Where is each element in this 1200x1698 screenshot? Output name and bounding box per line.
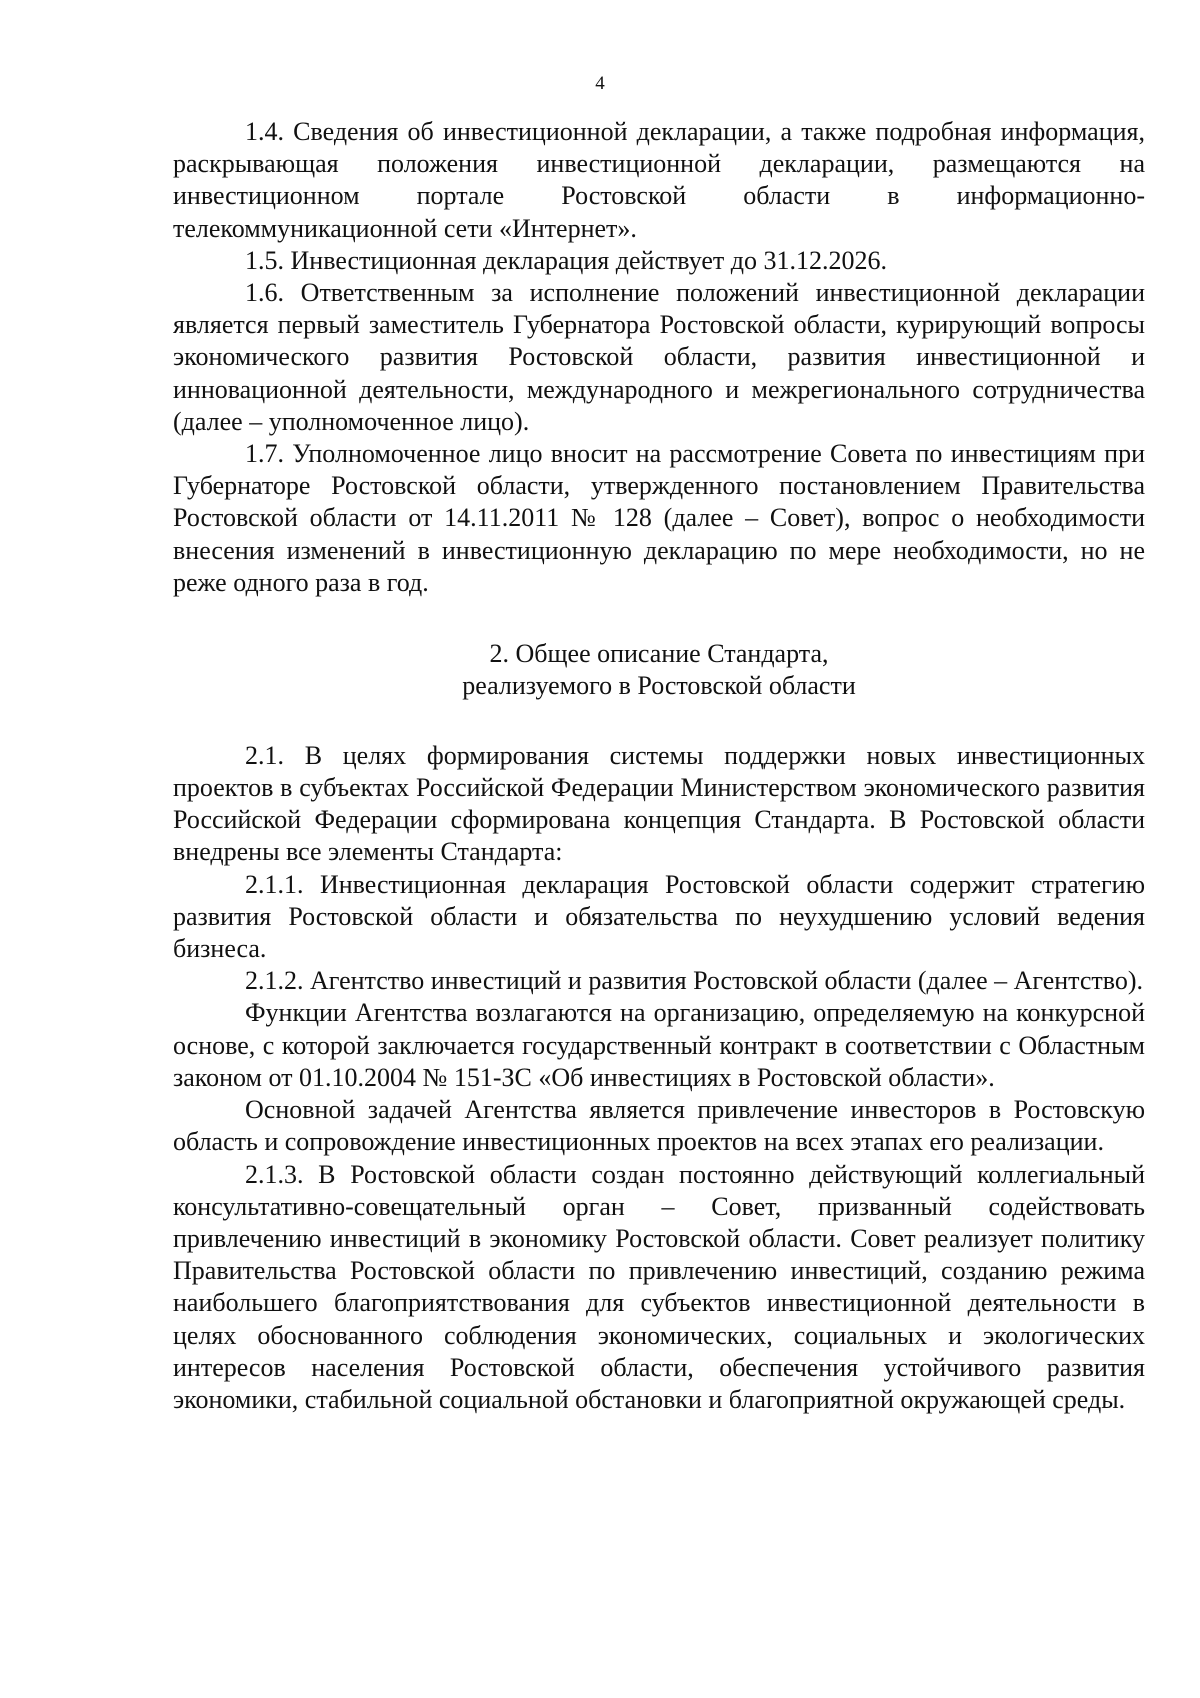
section-2-heading-line-1: 2. Общее описание Стандарта, <box>489 639 829 669</box>
section-2-heading-line-2: реализуемого в Ростовской области <box>462 671 856 701</box>
paragraph-1-7: 1.7. Уполномоченное лицо вносит на рассмотрение Совета по инвестициям при Губернаторе Ростовской области, утвержденного постановлением Правительства Ростовской области от 14.11.2011 № 128 (далее – Совет), вопрос о необходимости внесения изменений в инвестиционную декларацию по мере необходимости, но не реже одного раза в год. <box>173 439 1145 597</box>
page-number: 4 <box>595 73 605 94</box>
paragraph-2-1-2: 2.1.2. Агентство инвестиций и развития Ростовской области (далее – Агентство). <box>245 966 1144 996</box>
paragraph-agency-functions: Функции Агентства возлагаются на организацию, определяемую на конкурсной основе, с которой заключается государственный контракт в соответствии с Областным законом от 01.10.2004 № 151-ЗС «Об инвестициях в Ростовской области». <box>173 998 1145 1092</box>
section-2-heading <box>173 638 1145 703</box>
paragraph-2-1: 2.1. В целях формирования системы поддержки новых инвестиционных проектов в субъектах Российской Федерации Министерством экономического развития Российской Федерации сформирована концепция Стандарта. В Ростовской области внедрены все элементы Стандарта: <box>173 740 1145 867</box>
paragraph-agency-task: Основной задачей Агентства является привлечение инвесторов в Ростовскую область и сопровождение инвестиционных проектов на всех этапах его реализации. <box>173 1095 1145 1157</box>
document-body <box>173 116 1145 1416</box>
paragraph-2-1-3: 2.1.3. В Ростовской области создан постоянно действующий коллегиальный консультативно-совещательный орган – Совет, призванный содействовать привлечению инвестиций в экономику Ростовской области. Совет реализует политику Правительства Ростовской области по привлечению инвестиций, созданию режима наибольшего благоприятствования для субъектов инвестиционной деятельности в целях обоснованного соблюдения экономических, социальных и экологических интересов населения Ростовской области, обеспечения устойчивого развития экономики, стабильной социальной обстановки и благоприятной окружающей среды. <box>173 1159 1145 1414</box>
paragraph-1-6: 1.6. Ответственным за исполнение положений инвестиционной декларации является первый заместитель Губернатора Ростовской области, курирующий вопросы экономического развития Ростовской области, развития инвестиционной и инновационной деятельности, международного и межрегионального сотрудничества (далее – уполномоченное лицо). <box>173 278 1145 436</box>
paragraph-1-5: 1.5. Инвестиционная декларация действует до 31.12.2026. <box>245 245 887 275</box>
paragraph-1-4: 1.4. Сведения об инвестиционной декларации, а также подробная информация, раскрывающая положения инвестиционной декларации, размещаются на инвестиционном портале Ростовской области в информационно-телекоммуникационной сети «Интернет». <box>173 117 1145 243</box>
paragraph-2-1-1: 2.1.1. Инвестиционная декларация Ростовской области содержит стратегию развития Ростовской области и обязательства по неухудшению условий ведения бизнеса. <box>173 869 1145 964</box>
